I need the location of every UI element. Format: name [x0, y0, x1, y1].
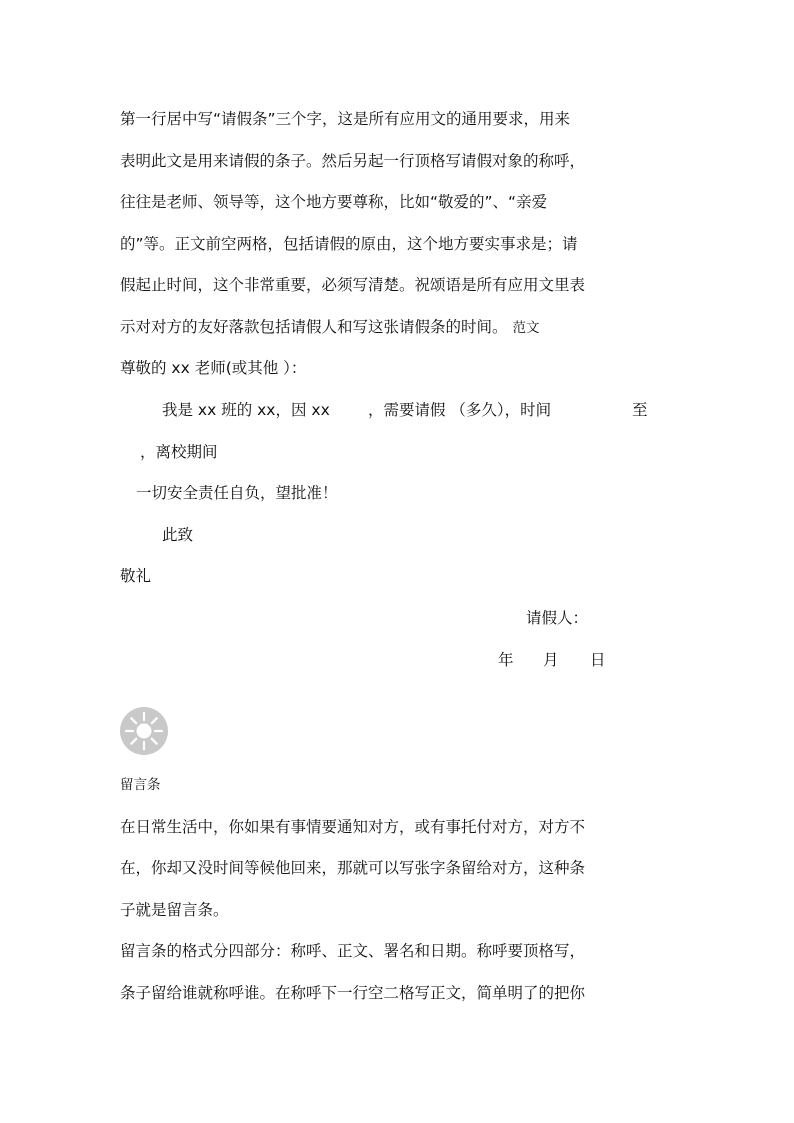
sample-body-line-3: 一切安全责任自负，望批准！ [136, 484, 338, 502]
section2-line-4: 留言条的格式分四部分：称呼、正文、署名和日期。称呼要顶格写， [120, 942, 586, 960]
sample-signer: 请假人： [526, 609, 589, 627]
sample-date-day: 日 [590, 651, 606, 669]
section2-line-2: 在，你却又没时间等候他回来，那就可以写张字条留给对方，这种条 [120, 859, 586, 877]
intro-line-1: 第一行居中写“请假条”三个字，这是所有应用文的通用要求，用来 [120, 110, 571, 128]
sample-salutation: 尊敬的 xx 老师(或其他 ）： [120, 359, 307, 377]
sun-icon [120, 707, 168, 755]
sample-closing-2: 敬礼 [120, 567, 152, 585]
sample-body-line-1b: ，需要请假 （多久），时间 [368, 401, 552, 419]
intro-line-6-text: 示对对方的友好落款包括请假人和写这张请假条的时间。 [120, 318, 508, 336]
sample-closing-1: 此致 [162, 526, 194, 544]
fanwen-label: 范文 [512, 320, 540, 336]
sample-body-line-2: ，离校期间 [140, 443, 218, 461]
intro-line-4: 的”等。正文前空两格，包括请假的原由，这个地方要实事求是；请 [120, 235, 578, 253]
sample-date-year: 年 [498, 651, 514, 669]
section2-line-3: 子就是留言条。 [120, 901, 229, 919]
intro-line-2: 表明此文是用来请假的条子。然后另起一行顶格写请假对象的称呼， [120, 152, 586, 170]
intro-line-5: 假起止时间，这个非常重要，必须写清楚。祝颂语是所有应用文里表 [120, 276, 586, 294]
sample-body-line-1c: 至 [632, 401, 648, 419]
section2-line-5: 条子留给谁就称呼谁。在称呼下一行空二格写正文，简单明了的把你 [120, 984, 586, 1002]
intro-line-6 [120, 317, 539, 338]
section2-line-1: 在日常生活中，你如果有事情要通知对方，或有事托付对方，对方不 [120, 818, 586, 836]
sample-body-line-1a: 我是 xx 班的 xx，因 xx [162, 401, 330, 419]
sample-date-month: 月 [543, 651, 559, 669]
section2-title: 留言条 [120, 777, 161, 793]
intro-line-3: 往往是老师、领导等，这个地方要尊称，比如“敬爱的”、“亲爱 [120, 193, 548, 211]
